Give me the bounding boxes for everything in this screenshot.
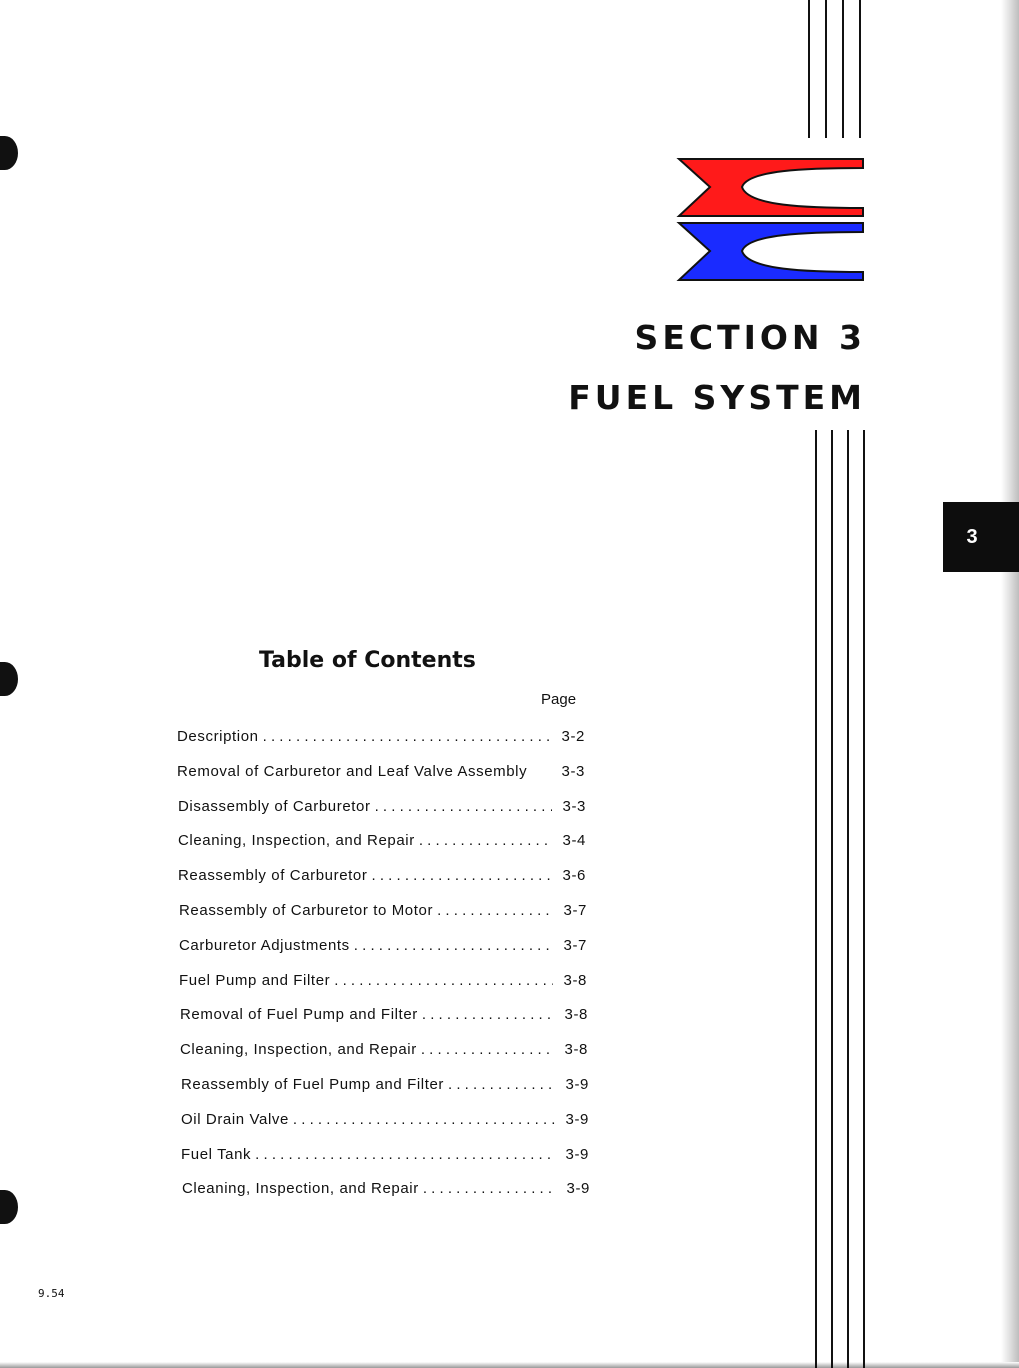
toc-leader-dots [437,902,553,919]
toc-entry-label: Removal of Carburetor and Leaf Valve Assembly [177,762,528,780]
upper-rule-3 [842,0,844,138]
toc-entry[interactable] [179,937,587,959]
toc-entry-label: Oil Drain Valve [181,1110,289,1128]
section-logo-icon [676,156,868,286]
toc-entry-page: 3-8 [563,971,587,989]
toc-entry[interactable] [178,798,586,820]
toc-entry[interactable] [180,1006,588,1028]
toc-leader-dots [354,937,553,954]
toc-entry-label: Disassembly of Carburetor [178,797,371,815]
toc-entry[interactable] [178,832,586,854]
toc-entry-page: 3-3 [561,762,585,780]
toc-entry[interactable] [182,1180,590,1202]
toc-entry-page: 3-7 [563,902,587,919]
binder-hole-middle [0,662,18,696]
toc-entry-label: Cleaning, Inspection, and Repair [178,832,415,850]
binder-hole-bottom [0,1190,18,1224]
lower-rule-2 [831,430,833,1368]
toc-leader-dots [263,728,551,745]
toc-title: Table of Contents [259,648,476,673]
toc-entry-label: Cleaning, Inspection, and Repair [180,1041,417,1059]
toc-entry-page: 3-8 [564,1041,588,1059]
toc-entry-page: 3-7 [563,936,587,954]
lower-rule-1 [815,430,817,1368]
upper-rule-4 [859,0,861,138]
upper-rule-1 [808,0,810,138]
toc-entry-label: Cleaning, Inspection, and Repair [182,1180,419,1198]
toc-entry-page: 3-3 [562,797,586,815]
toc-leader-dots [334,972,553,989]
toc-entry-label: Carburetor Adjustments [179,936,350,954]
page-edge-shadow [1001,0,1019,1368]
toc-leader-dots [375,798,552,815]
toc-entry-page: 3-2 [561,728,585,745]
toc-entry-page: 3-9 [565,1145,589,1163]
toc-entry[interactable] [181,1146,589,1168]
toc-leader-dots [293,1111,555,1128]
lower-rule-4 [863,430,865,1368]
toc-entry-label: Reassembly of Fuel Pump and Filter [181,1076,444,1093]
toc-leader-dots [423,1180,556,1197]
toc-leader-dots [421,1041,554,1058]
toc-entry-label: Reassembly of Carburetor to Motor [179,902,434,919]
toc-leader-dots [255,1146,555,1163]
toc-page-column-label: Page [541,691,577,708]
toc-leader-dots [448,1076,555,1093]
page-code: 9.54 [38,1287,65,1300]
toc-leader-dots [422,1006,554,1023]
toc-entry[interactable] [177,763,585,785]
upper-rule-2 [825,0,827,138]
toc-entry[interactable] [179,972,587,994]
toc-leader-dots [371,867,552,884]
page-bottom-shadow [0,1362,1019,1368]
toc-entry[interactable] [181,1111,589,1133]
toc-entry-label: Fuel Tank [181,1145,252,1163]
toc-entry[interactable] [179,902,587,924]
binder-hole-top [0,136,18,170]
toc-leader-dots [419,832,552,849]
section-number-heading: SECTION 3 [634,318,866,357]
toc-entry-label: Description [177,728,259,745]
toc-entry[interactable] [180,1041,588,1063]
toc-entry-page: 3-9 [565,1110,589,1128]
toc-entry-label: Removal of Fuel Pump and Filter [180,1006,418,1024]
toc-entry-label: Fuel Pump and Filter [179,971,331,989]
toc-entry-page: 3-6 [562,867,586,885]
toc-entry-page: 3-4 [562,832,586,850]
toc-entry[interactable] [177,728,585,750]
toc-entry[interactable] [181,1076,589,1098]
toc-entry-page: 3-9 [565,1076,589,1093]
section-title-heading: FUEL SYSTEM [568,378,866,417]
lower-rule-3 [847,430,849,1368]
logo-blue-shape [679,223,863,280]
toc-entry-page: 3-9 [566,1180,590,1198]
section-tab[interactable] [943,502,1019,572]
section-tab-label: 3 [966,525,978,548]
logo-red-shape [679,159,863,216]
toc-entry-page: 3-8 [564,1006,588,1024]
toc-entry[interactable] [178,867,586,889]
toc-entry-label: Reassembly of Carburetor [178,867,368,885]
